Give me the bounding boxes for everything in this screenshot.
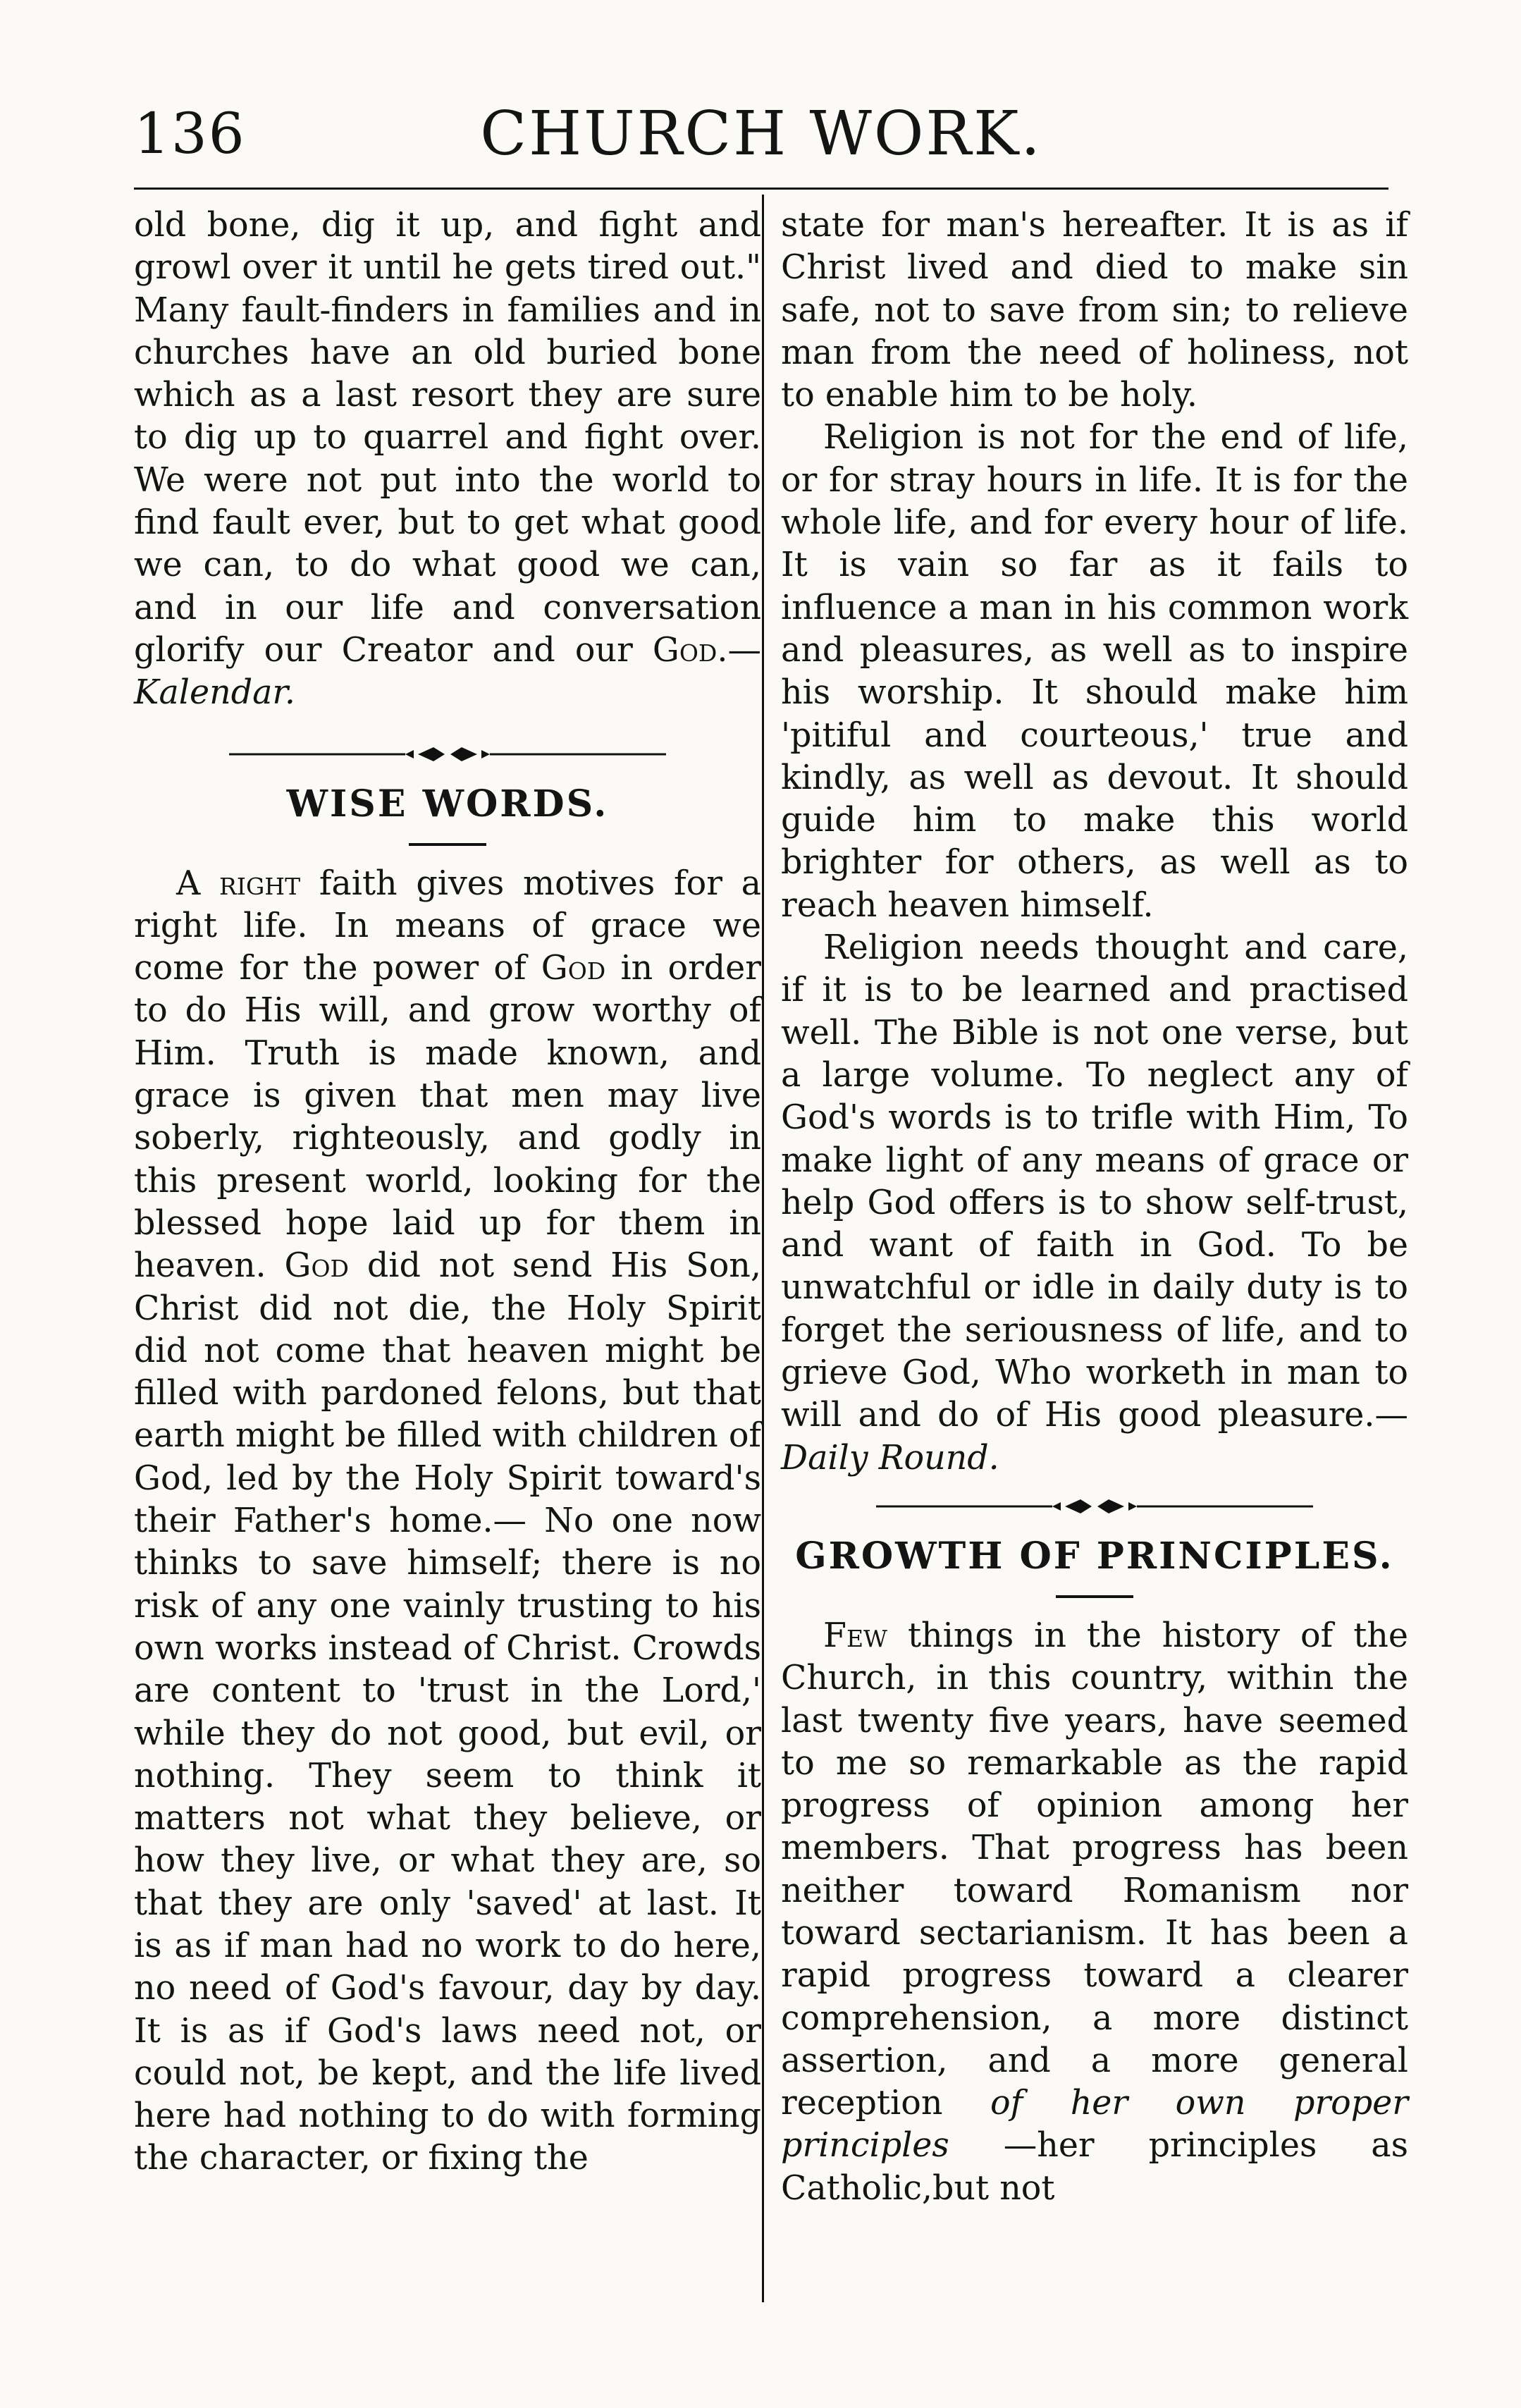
- journal-title: CHURCH WORK.: [480, 99, 1042, 169]
- title-rule: [1056, 1595, 1133, 1598]
- right-column: [781, 204, 1408, 2210]
- god-small-caps: God: [652, 630, 718, 670]
- ornament-rule-icon: [876, 1496, 1313, 1517]
- opening-small-caps: Few: [823, 1616, 887, 1655]
- title-rule: [409, 843, 486, 846]
- header-rule: [134, 188, 1388, 190]
- wise-words-paragraph-3: Religion needs thought and care, if it is to be learned and practised well. The Bible is not one verse, but a large volume. To neglect any of God's words is to trifle with Him, To make light of any means of grace or help God offers is to show self-trust, and want of faith in God. To be unwatchful or idle in daily duty is to forget the seriousness of life, and to grieve God, Who worketh in man to will and do of His good pleasure.— Daily Round.: [781, 928, 1408, 1478]
- source-attribution: Kalendar.: [134, 673, 296, 713]
- source-attribution: Daily Round.: [781, 1438, 999, 1478]
- left-column: [134, 204, 761, 2180]
- page-number: 136: [134, 101, 246, 166]
- ornament-divider: [134, 733, 761, 775]
- italic-emphasis: of her own proper principles: [781, 2084, 1408, 2166]
- ornament-divider: [781, 1485, 1408, 1528]
- column-divider: [762, 195, 764, 2302]
- running-head: [134, 99, 1388, 183]
- article-title-growth-of-principles: GROWTH OF PRINCIPLES.: [795, 1534, 1394, 1578]
- wise-words-continuation: state for man's hereafter. It is as if Christ lived and died to make sin safe, not to save from sin; to relieve man from the need of holiness, not to enable him to be holy.: [781, 206, 1408, 415]
- continuation-paragraph: old bone, dig it up, and fight and growl over it until he gets tired out." Many fault-finders in families and in churches have an old buried bone which as a last resort they are sure to dig up to quarrel and fight over. We were not put into the world to find fault ever, but to get what good we can, to do what good we can, and in our life and conversation glorify our Creator and our God.—Kalendar.: [134, 206, 761, 713]
- opening-small-caps: A right: [176, 864, 301, 903]
- growth-paragraph: Few things in the history of the Church, in this country, within the last twenty five years, have seemed to me so remarkable as the rapid progress of opinion among her members. That progress has been neither toward Romanism nor toward sectarianism. It has been a rapid progress toward a clearer comprehension, a more distinct assertion, and a more general reception of her own proper principles —her principles as Catholic,but not: [781, 1616, 1408, 2208]
- ornament-rule-icon: [229, 744, 666, 765]
- wise-words-paragraph-2: Religion is not for the end of life, or for stray hours in life. It is for the whole life, and for every hour of life. It is vain so far as it fails to influence a man in his common work and pleasures, as well as to inspire his worship. It should make him 'pitiful and courteous,' true and kindly, as well as devout. It should guide him to make this world brighter for others, as well as to reach heaven himself.: [781, 418, 1408, 925]
- article-title-wise-words: WISE WORDS.: [286, 782, 609, 825]
- wise-words-paragraph: A right faith gives motives for a right life. In means of grace we come for the power of God in order to do His will, and grow worthy of Him. Truth is made known, and grace is given that men may live soberly, righteously, and godly in this present world, looking for the blessed hope laid up for them in heaven. God did not send His Son, Christ did not die, the Holy Spirit did not come that heaven might be filled with pardoned felons, but that earth might be filled with children of God, led by the Holy Spirit toward's their Father's home.— No one now thinks to save himself; there is no risk of any one vainly trusting to his own works instead of Christ. Crowds are content to 'trust in the Lord,' while they do not good, but evil, or nothing. They seem to think it matters not what they believe, or how they live, or what they are, so that they are only 'saved' at last. It is as if man had no work to do here, no need of God's favour, day by day. It is as if God's laws need not, or could not, be kept, and the life lived here had nothing to do with forming the character, or fixing the: [134, 864, 761, 2178]
